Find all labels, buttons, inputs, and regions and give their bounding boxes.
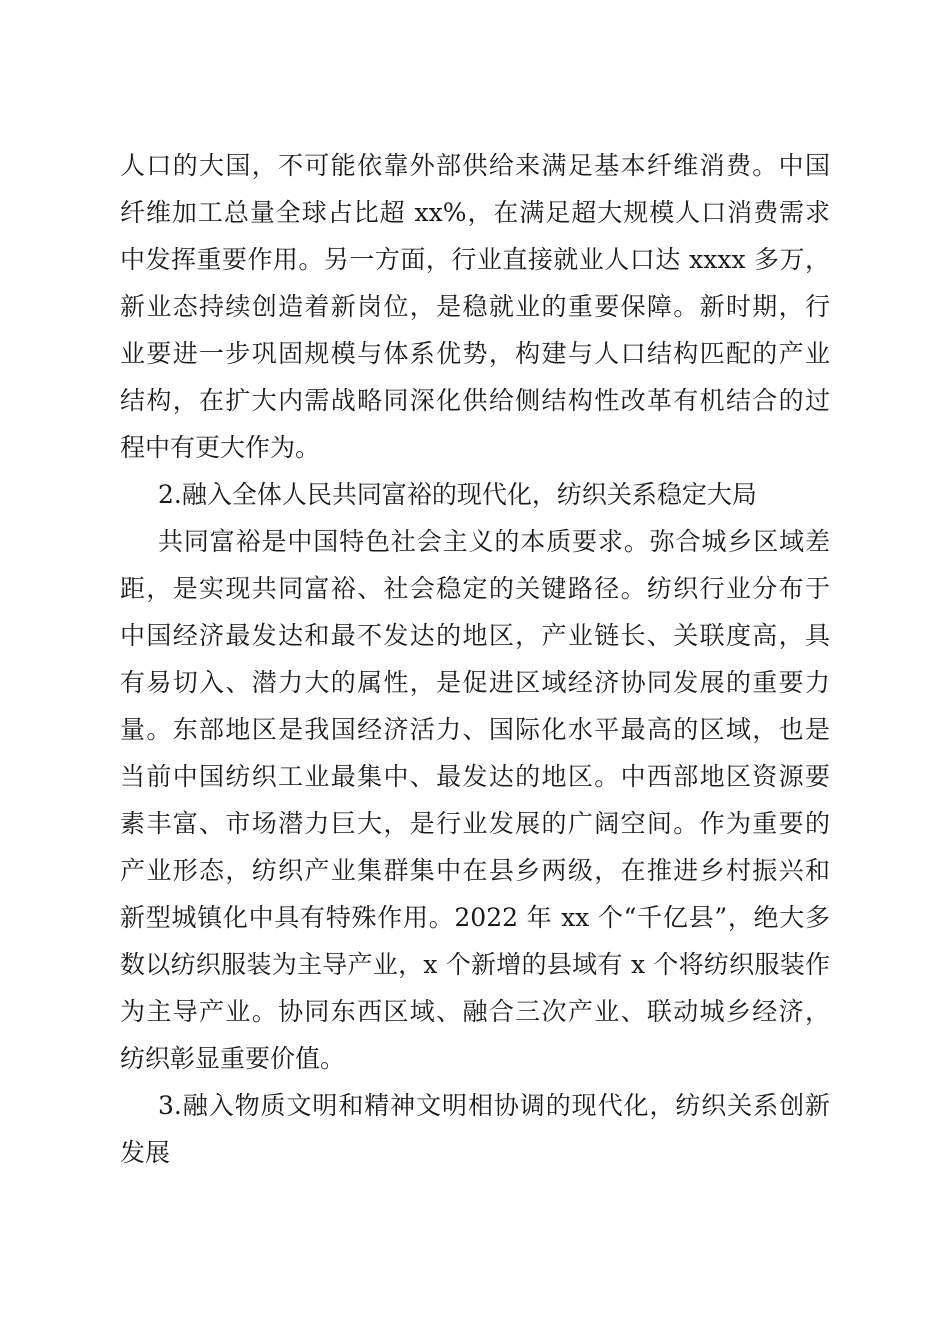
text-line: 量。东部地区是我国经济活力、国际化水平最高的区域，也是 [120,715,830,744]
text-line: 数以纺织服装为主导产业，x 个新增的县域有 x 个将纺织服装作 [120,950,830,979]
text-line: 结构，在扩大内需战略同深化供给侧结构性改革有机结合的过 [120,386,830,415]
text-line: 产业形态，纺织产业集群集中在县乡两级，在推进乡村振兴和 [120,856,830,885]
document-body [120,142,830,1176]
text-line: 为主导产业。协同东西区域、融合三次产业、联动城乡经济， [120,997,830,1026]
text-line: 共同富裕是中国特色社会主义的本质要求。弥合城乡区域差 [158,527,830,556]
text-line: 中发挥重要作用。另一方面，行业直接就业人口达 xxxx 多万， [120,245,830,274]
section-heading-2: 2.融入全体人民共同富裕的现代化，纺织关系稳定大局 [158,480,757,509]
text-line: 中国经济最发达和最不发达的地区，产业链长、关联度高，具 [120,621,830,650]
text-line: 人口的大国，不可能依靠外部供给来满足基本纤维消费。中国 [120,151,830,180]
text-line: 新业态持续创造着新岗位，是稳就业的重要保障。新时期，行 [120,292,830,321]
text-line: 3.融入物质文明和精神文明相协调的现代化，纺织关系创新 [158,1091,830,1120]
text-line: 发展 [120,1138,171,1167]
text-line: 新型城镇化中具有特殊作用。2022 年 xx 个“千亿县”，绝大多 [120,903,830,932]
paragraph-population [120,142,830,471]
text-line: 距，是实现共同富裕、社会稳定的关键路径。纺织行业分布于 [120,574,830,603]
text-line: 有易切入、潜力大的属性，是促进区域经济协同发展的重要力 [120,668,830,697]
text-line: 程中有更大作为。 [120,433,321,462]
text-line: 纺织彰显重要价值。 [120,1044,346,1073]
text-line: 纤维加工总量全球占比超 xx%，在满足超大规模人口消费需求 [120,198,830,227]
text-line: 业要进一步巩固规模与体系优势，构建与人口结构匹配的产业 [120,339,830,368]
text-line: 素丰富、市场潜力巨大，是行业发展的广阔空间。作为重要的 [120,809,830,838]
section-heading-3 [120,1082,830,1176]
text-line: 当前中国纺织工业最集中、最发达的地区。中西部地区资源要 [120,762,830,791]
paragraph-common-prosperity [120,518,830,1082]
